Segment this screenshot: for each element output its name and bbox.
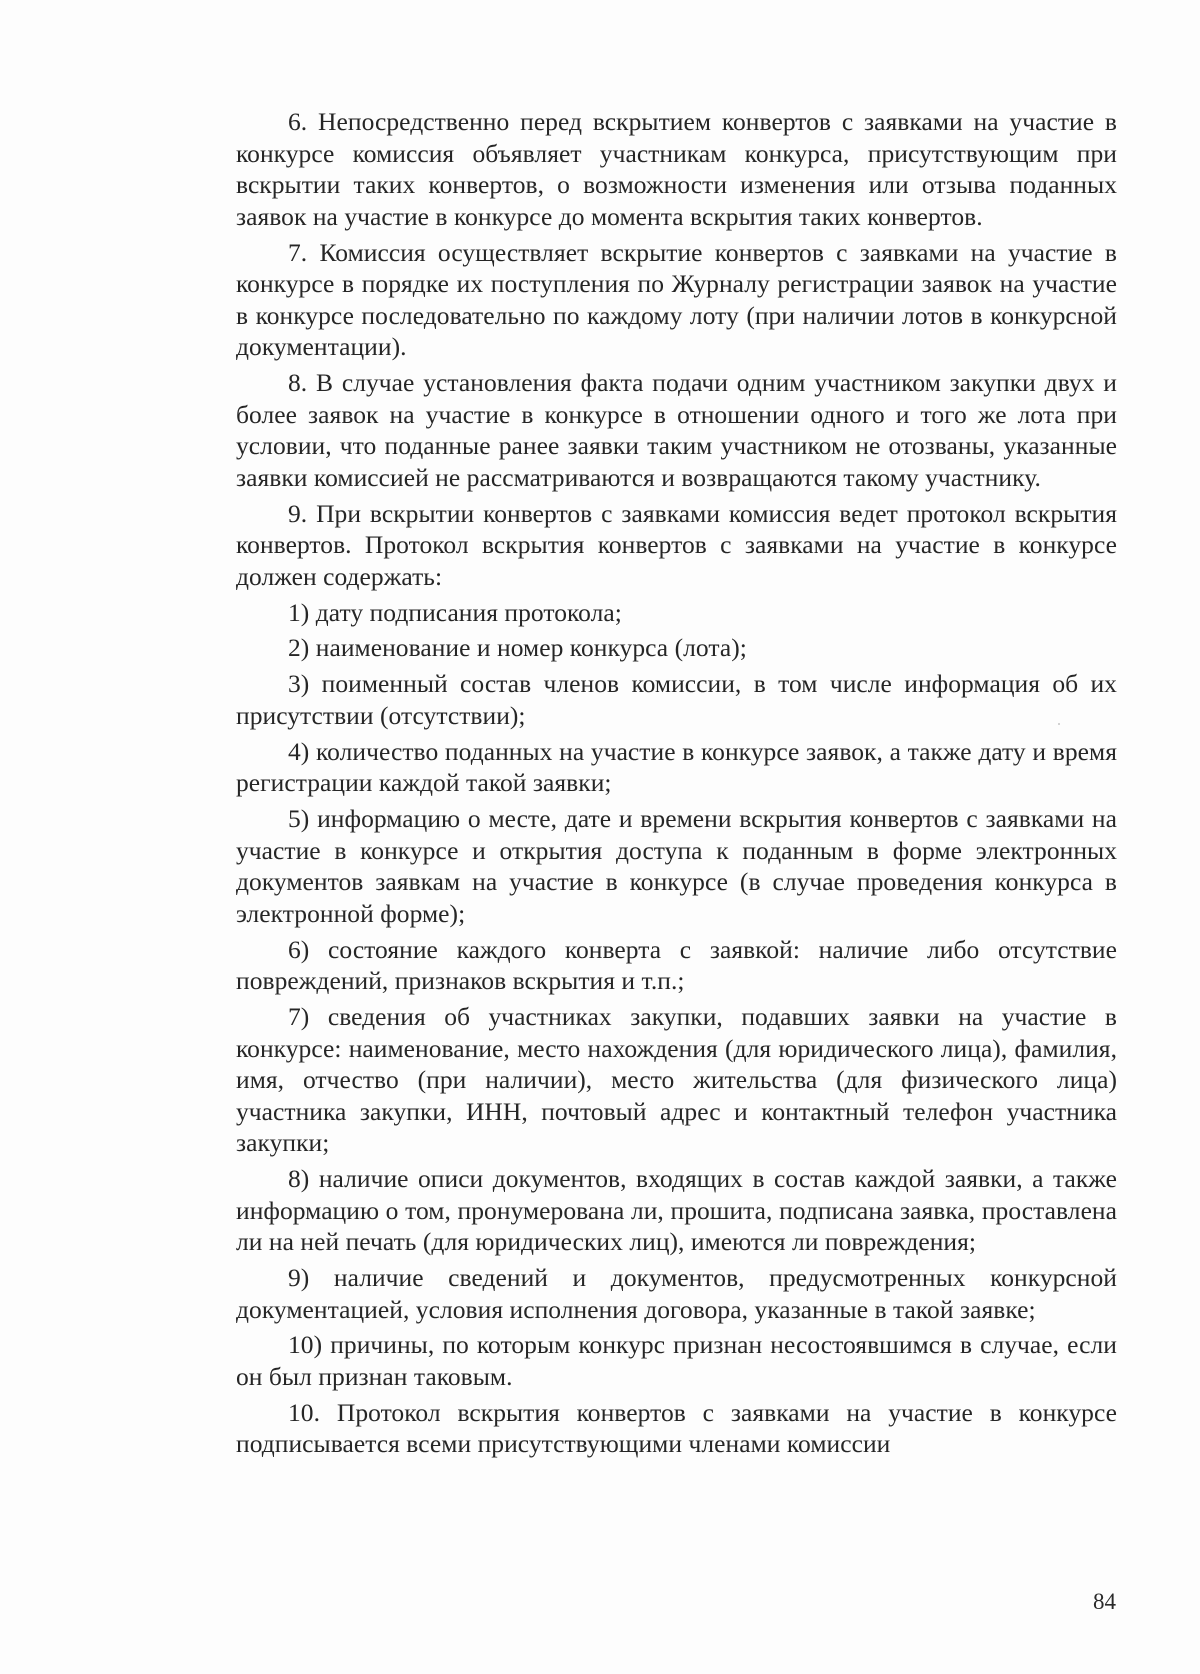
paragraph-8: 8. В случае установления факта подачи одним участником закупки двух и более заявок на участие в конкурсе в отношении одного и того же лота при условии, что поданные ранее заявки таким участником не отозваны, указанные заявки комиссией не рассматриваются и возвращаются такому участнику. (236, 368, 1117, 492)
paragraph-6: 6. Непосредственно перед вскрытием конвертов с заявками на участие в конкурсе комиссия объявляет участникам конкурса, присутствующим при вскрытии таких конвертов, о возможности изменения или отзыва поданных заявок на участие в конкурсе до момента вскрытия таких конвертов. (236, 107, 1117, 231)
paragraph-10: 10. Протокол вскрытия конвертов с заявками на участие в конкурсе подписывается всеми присутствующими членами комиссии (236, 1397, 1117, 1459)
document-body (236, 106, 1117, 1460)
page-number: 84 (1093, 1589, 1116, 1614)
list-item-9: 9) наличие сведений и документов, предусмотренных конкурсной документацией, условия исполнения договора, указанные в такой заявке; (236, 1263, 1117, 1324)
list-item-1: 1) дату подписания протокола; (288, 597, 622, 627)
list-item-6: 6) состояние каждого конверта с заявкой: наличие либо отсутствие повреждений, признаков вскрытия и т.п.; (236, 934, 1117, 996)
paragraph-9: 9. При вскрытии конвертов с заявками комиссия ведет протокол вскрытия конвертов. Протокол вскрытия конвертов с заявками на участие в конкурсе должен содержать: (236, 498, 1117, 591)
paragraph-7: 7. Комиссия осуществляет вскрытие конвертов с заявками на участие в конкурсе в порядке их поступления по Журналу регистрации заявок на участие в конкурсе последовательно по каждому лоту (при наличии лотов в конкурсной документации). (236, 237, 1117, 362)
list-item-4: 4) количество поданных на участие в конкурсе заявок, а также дату и время регистрации каждой такой заявки; (236, 736, 1117, 798)
list-item-10: 10) причины, по которым конкурс признан несостоявшимся в случае, если он был признан таковым. (236, 1330, 1117, 1391)
list-item-2: 2) наименование и номер конкурса (лота); (288, 633, 747, 663)
list-item-5: 5) информацию о месте, дате и времени вскрытия конвертов с заявками на участие в конкурсе и открытия доступа к поданным в форме электронных документов заявкам на участие в конкурсе (в случае проведения конкурса в электронной форме); (236, 803, 1117, 928)
list-item-3: 3) поименный состав членов комиссии, в том числе информация об их присутствии (отсутствии); (236, 669, 1117, 730)
list-item-7: 7) сведения об участниках закупки, подавших заявки на участие в конкурсе: наименование, место нахождения (для юридического лица), фамилия, имя, отчество (при наличии), место жительства (для физического лица) участника закупки, ИНН, почтовый адрес и контактный телефон участника закупки; (236, 1001, 1117, 1158)
scan-speck (1058, 723, 1060, 725)
list-item-8: 8) наличие описи документов, входящих в состав каждой заявки, а также информацию о том, пронумерована ли, прошита, подписана заявка, проставлена ли на ней печать (для юридических лиц), имеются ли повреждения; (236, 1164, 1117, 1257)
